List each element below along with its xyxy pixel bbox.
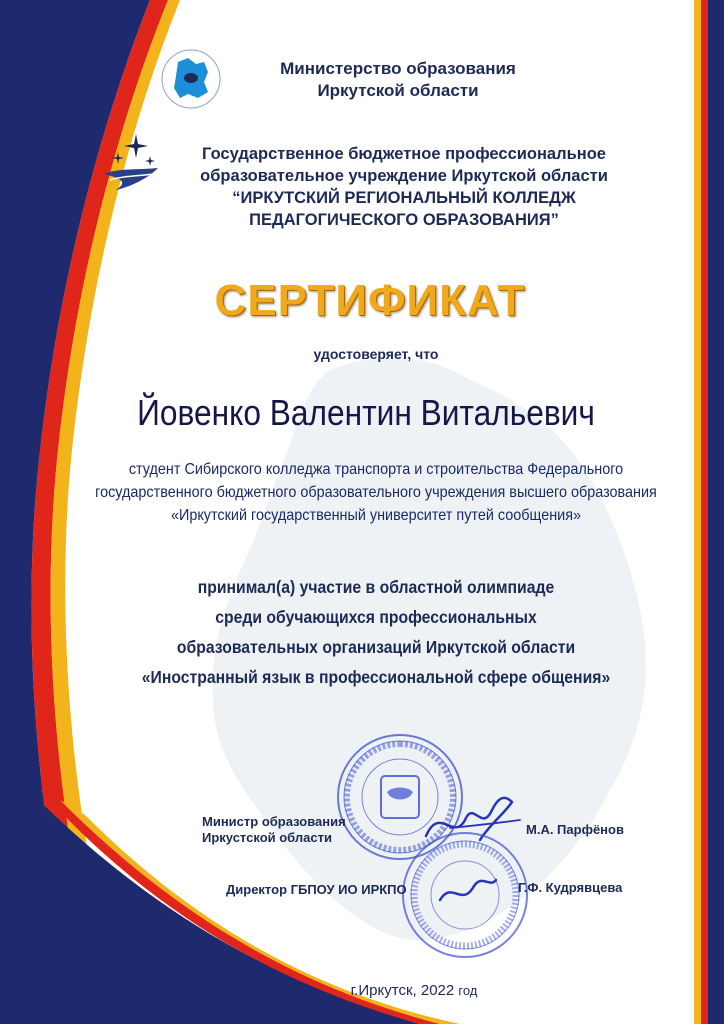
college-line-1: Государственное бюджетное профессиональное bbox=[202, 145, 606, 163]
college-line-3: “ИРКУТСКИЙ РЕГИОНАЛЬНЫЙ КОЛЛЕДЖ bbox=[232, 189, 576, 207]
city-and-year: г.Иркутск, 2022 bbox=[350, 982, 455, 999]
participation-line: «Иностранный язык в профессиональной сфере общения» bbox=[141, 667, 611, 687]
certificate-subtitle: удостоверяет, что bbox=[313, 346, 439, 362]
year-word: год bbox=[458, 983, 478, 998]
college-name bbox=[42, 143, 724, 231]
director-name: Г.Ф. Кудрявцева bbox=[518, 880, 623, 895]
participation-line: среди обучающихся профессиональных bbox=[215, 607, 537, 627]
ministry-line-1: Министерство образования bbox=[280, 59, 516, 78]
college-line-4: ПЕДАГОГИЧЕСКОГО ОБРАЗОВАНИЯ” bbox=[249, 211, 559, 229]
description-line: студент Сибирского колледжа транспорта и строительства Федерального bbox=[128, 461, 624, 478]
ministry-line-2: Иркутской области bbox=[317, 81, 479, 100]
director-title: Директор ГБПОУ ИО ИРКПО bbox=[226, 882, 407, 897]
description-line: государственного бюджетного образовательного учреждения высшего образования bbox=[95, 484, 657, 501]
participation-line: образовательных организаций Иркутской области bbox=[176, 637, 576, 657]
recipient-name: Йовенко Валентин Витальевич bbox=[137, 392, 595, 433]
participation-line: принимал(а) участие в областной олимпиаде bbox=[197, 577, 555, 597]
minister-title-line-1: Министр образования bbox=[202, 814, 346, 829]
description-line: «Иркутский государственный университет путей сообщения» bbox=[170, 507, 582, 524]
minister-title bbox=[202, 814, 346, 846]
minister-title-line-2: Иркустской области bbox=[202, 830, 332, 845]
official-stamp bbox=[400, 830, 530, 960]
issue-place-date bbox=[52, 982, 724, 999]
ministry-name bbox=[36, 58, 724, 102]
college-line-2: образовательное учреждение Иркутской области bbox=[200, 167, 608, 185]
recipient-description bbox=[50, 458, 702, 527]
certificate-title: СЕРТИФИКАТ bbox=[214, 276, 526, 325]
participation-text bbox=[50, 572, 702, 692]
minister-name: М.А. Парфёнов bbox=[526, 822, 624, 837]
